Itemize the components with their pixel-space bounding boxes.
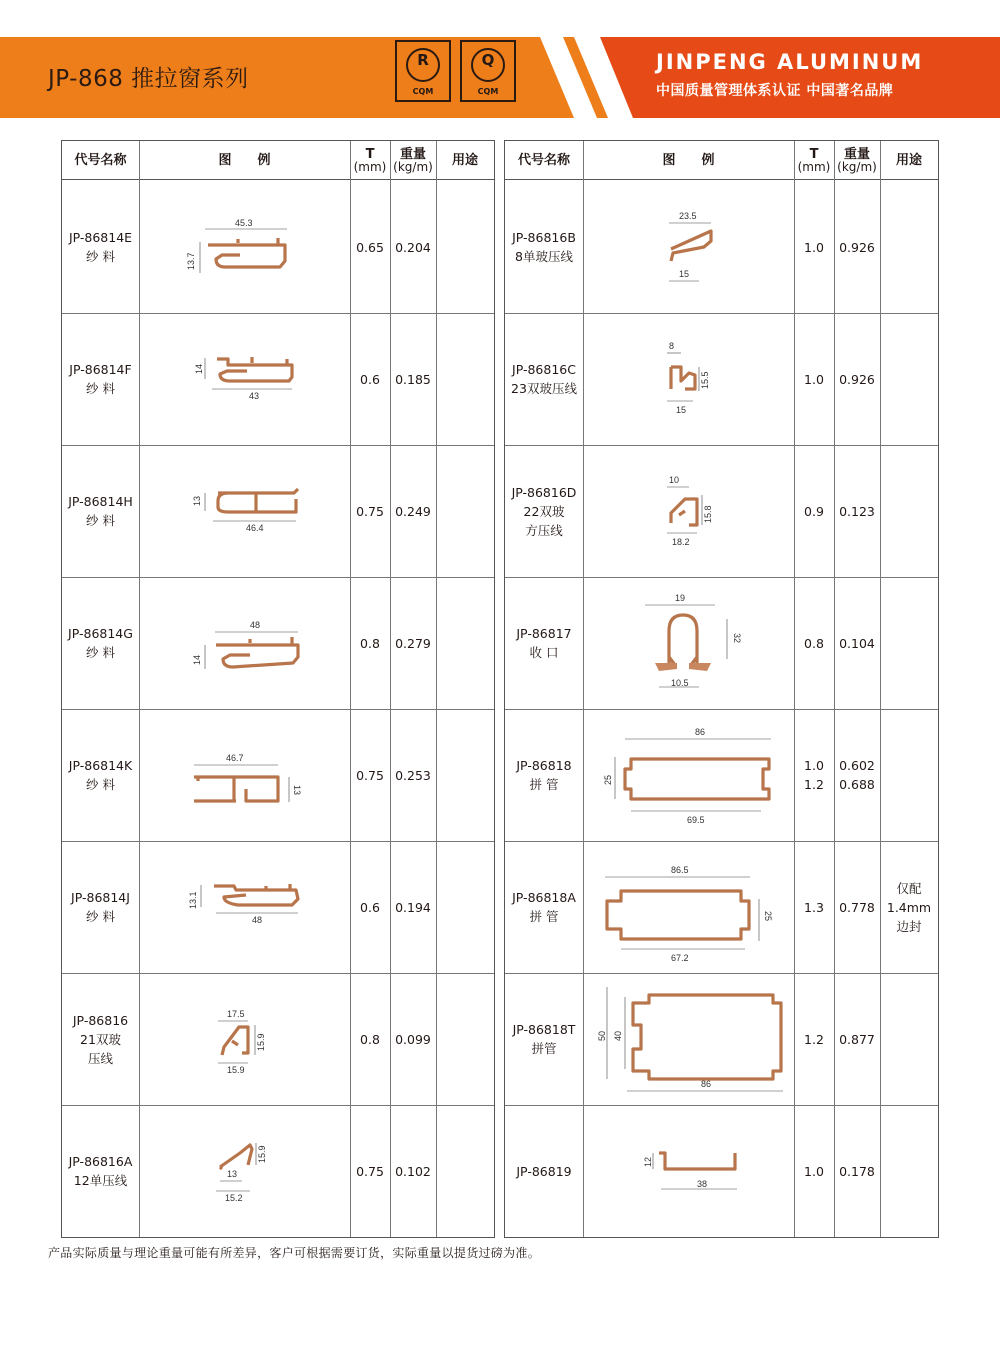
thickness-value: 0.8 (804, 635, 824, 651)
profile-drawing (659, 209, 739, 289)
thickness-value: 1.0 (804, 1163, 824, 1179)
profile-code: JP-86816A 12单压线 (68, 1154, 133, 1188)
profile-code: JP-86818T 拼管 (512, 1022, 576, 1056)
weight-value: 0.877 (839, 1031, 875, 1047)
svg-text:67.2: 67.2 (671, 953, 689, 963)
profile-drawing (659, 341, 739, 421)
weight-value: 0.778 (839, 899, 875, 915)
svg-text:48: 48 (250, 620, 261, 630)
footnote: 产品实际质量与理论重量可能有所差异，客户可根据需要订货，实际重量以提货过磅为准。 (48, 1246, 541, 1260)
svg-text:13: 13 (192, 495, 202, 506)
header-weight: 重量 (kg/m) (837, 146, 877, 174)
thickness-value: 1.3 (804, 899, 824, 915)
header-thickness: T (mm) (353, 146, 387, 174)
profile-drawing (186, 881, 316, 946)
weight-value: 0.102 (395, 1163, 431, 1179)
svg-text:15.9: 15.9 (256, 1033, 266, 1051)
thickness-value: 0.9 (804, 503, 824, 519)
thickness-value: 1.0 (804, 371, 824, 387)
svg-text:10: 10 (669, 475, 680, 485)
profile-table-right (504, 140, 939, 1238)
svg-text:13.1: 13.1 (188, 891, 198, 909)
profile-code: JP-86816B 8单玻压线 (512, 230, 576, 264)
profile-code: JP-86818 拼 管 (516, 758, 572, 792)
profile-code: JP-86816C 23双玻压线 (511, 362, 577, 396)
svg-text:86.5: 86.5 (671, 865, 689, 875)
brand-slogan: 中国质量管理体系认证 中国著名品牌 (656, 83, 894, 99)
weight-value: 0.253 (395, 767, 431, 783)
svg-text:45.3: 45.3 (235, 218, 253, 228)
profile-table-left (61, 140, 495, 1238)
svg-text:69.5: 69.5 (687, 815, 705, 825)
weight-value: 0.279 (395, 635, 431, 651)
profile-drawing (601, 725, 781, 825)
usage-note: 仅配 1.4mm 边封 (886, 880, 932, 934)
thickness-value: 1.2 (804, 1031, 824, 1047)
profile-code: JP-86818A 拼 管 (512, 890, 576, 924)
thickness-value: 1.0 (804, 239, 824, 255)
svg-text:15.8: 15.8 (703, 505, 713, 523)
svg-text:15.9: 15.9 (227, 1065, 245, 1075)
svg-text:50: 50 (597, 1030, 607, 1041)
profile-code: JP-86814H 纱 料 (68, 494, 133, 528)
svg-text:15: 15 (679, 269, 690, 279)
profile-code: JP-86814K 纱 料 (68, 758, 133, 792)
profile-drawing (595, 859, 785, 963)
svg-text:25: 25 (603, 774, 613, 785)
weight-value: 0.249 (395, 503, 431, 519)
thickness-value: 0.75 (356, 1163, 384, 1179)
svg-text:46.4: 46.4 (246, 523, 264, 533)
header-drawing: 图 例 (662, 153, 715, 168)
weight-value: 0.926 (839, 239, 875, 255)
svg-text:15.9: 15.9 (257, 1145, 267, 1163)
profile-drawing (210, 1135, 290, 1210)
svg-text:25: 25 (763, 911, 773, 922)
header-usage: 用途 (451, 153, 478, 168)
profile-drawing (212, 1005, 292, 1080)
svg-text:86: 86 (695, 727, 706, 737)
profile-code: JP-86814G 纱 料 (68, 626, 133, 660)
header-code: 代号名称 (517, 153, 570, 168)
svg-text:43: 43 (249, 391, 260, 401)
header-weight: 重量 (kg/m) (393, 146, 433, 174)
svg-text:13: 13 (227, 1169, 238, 1179)
table-header (62, 141, 494, 180)
weight-value: 0.194 (395, 899, 431, 915)
thickness-value: 0.75 (356, 503, 384, 519)
profile-drawing (188, 617, 318, 682)
weight-value: 0.099 (395, 1031, 431, 1047)
thickness-value: 0.75 (356, 767, 384, 783)
series-title: JP-868 推拉窗系列 (48, 66, 249, 92)
weight-value: 0.123 (839, 503, 875, 519)
profile-code: JP-86816D 22双玻 方压线 (511, 484, 577, 538)
profile-drawing (659, 473, 739, 553)
profile-code: JP-86814F 纱 料 (69, 362, 132, 396)
svg-text:86: 86 (701, 1079, 712, 1089)
weight-value: 0.178 (839, 1163, 875, 1179)
cert-r-logo: R CQM (395, 40, 451, 102)
weight-value: 0.104 (839, 635, 875, 651)
profile-drawing (186, 747, 316, 812)
profile-drawing (641, 1141, 751, 1201)
header-code: 代号名称 (74, 153, 127, 168)
svg-text:13: 13 (292, 785, 302, 796)
profile-drawing (188, 481, 318, 546)
profile-drawing (192, 349, 312, 409)
header-drawing: 图 例 (218, 153, 271, 168)
header-usage: 用途 (895, 153, 922, 168)
weight-value: 0.204 (395, 239, 431, 255)
svg-text:40: 40 (613, 1030, 623, 1041)
thickness-value: 0.6 (360, 371, 380, 387)
brand-name: JINPENG ALUMINUM (656, 50, 924, 74)
svg-text:46.7: 46.7 (226, 753, 244, 763)
profile-code: JP-86817 收 口 (516, 626, 572, 660)
thickness-value: 0.65 (356, 239, 384, 255)
profile-code: JP-86814E 纱 料 (68, 230, 133, 264)
svg-text:15.5: 15.5 (700, 371, 710, 389)
svg-text:12: 12 (643, 1156, 653, 1167)
profile-code: JP-86819 (516, 1163, 572, 1179)
profile-drawing (635, 589, 745, 701)
svg-text:15.2: 15.2 (225, 1193, 243, 1203)
svg-text:48: 48 (252, 915, 263, 925)
cert-q-logo: Q CQM (460, 40, 516, 102)
weight-value: 0.602 0.688 (839, 758, 875, 792)
svg-text:14: 14 (194, 363, 204, 374)
svg-text:18.2: 18.2 (672, 537, 690, 547)
weight-value: 0.185 (395, 371, 431, 387)
thickness-value: 0.8 (360, 1031, 380, 1047)
profile-code: JP-86814J 纱 料 (71, 890, 130, 924)
svg-text:10.5: 10.5 (671, 678, 689, 688)
thickness-value: 0.8 (360, 635, 380, 651)
svg-text:13.7: 13.7 (186, 252, 196, 270)
svg-text:38: 38 (697, 1179, 708, 1189)
profile-drawing (180, 215, 310, 285)
svg-text:23.5: 23.5 (679, 211, 697, 221)
profile-code: JP-86816 21双玻 压线 (72, 1012, 129, 1066)
thickness-value: 0.6 (360, 899, 380, 915)
thickness-value: 1.0 1.2 (804, 758, 824, 792)
weight-value: 0.926 (839, 371, 875, 387)
table-header (505, 141, 938, 180)
header-thickness: T (mm) (797, 146, 831, 174)
profile-drawing (597, 979, 789, 1101)
svg-text:15: 15 (676, 405, 687, 415)
svg-text:19: 19 (675, 593, 686, 603)
svg-text:14: 14 (192, 654, 202, 665)
svg-text:8: 8 (669, 341, 675, 351)
svg-text:17.5: 17.5 (227, 1009, 245, 1019)
svg-text:32: 32 (732, 633, 742, 644)
